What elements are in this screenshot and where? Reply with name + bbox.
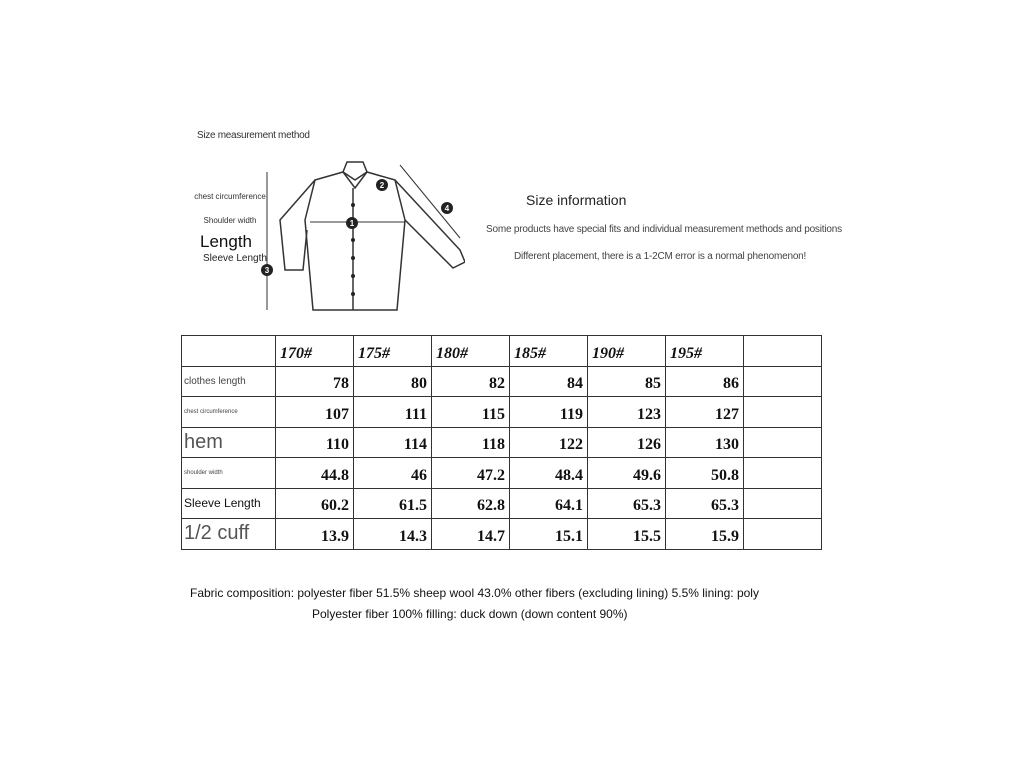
fabric-composition-line2: Polyester fiber 100% filling: duck down (down content 90%) xyxy=(312,607,628,621)
table-row xyxy=(182,519,822,550)
value-cell: 47.2 xyxy=(432,458,510,489)
value-cell: 111 xyxy=(354,397,432,428)
empty-cell xyxy=(744,336,822,367)
legend-length: Length xyxy=(200,232,252,251)
right-sleeve xyxy=(395,180,465,268)
table-row xyxy=(182,366,822,397)
value-cell: 80 xyxy=(354,366,432,397)
fabric-composition-line1: Fabric composition: polyester fiber 51.5% sheep wool 43.0% other fibers (excluding lining) 5.5% lining: poly xyxy=(190,586,759,600)
shirt-body-outline xyxy=(305,172,405,310)
header-corner-cell xyxy=(182,336,276,367)
table-row xyxy=(182,488,822,519)
marker-4: 4 xyxy=(444,204,450,213)
row-label: Sleeve Length xyxy=(182,488,276,519)
value-cell: 14.3 xyxy=(354,519,432,550)
empty-cell xyxy=(744,519,822,550)
value-cell: 13.9 xyxy=(276,519,354,550)
legend-chest: chest circumference xyxy=(194,192,266,201)
marker-2: 2 xyxy=(379,181,385,190)
value-cell: 119 xyxy=(510,397,588,428)
left-sleeve xyxy=(280,180,315,270)
shirt-diagram xyxy=(255,150,465,320)
value-cell: 114 xyxy=(354,427,432,458)
size-header: 170# xyxy=(276,336,354,367)
value-cell: 122 xyxy=(510,427,588,458)
value-cell: 48.4 xyxy=(510,458,588,489)
row-label: shoulder width xyxy=(182,458,276,489)
value-cell: 46 xyxy=(354,458,432,489)
row-label: chest circumference xyxy=(182,397,276,428)
value-cell: 15.9 xyxy=(666,519,744,550)
empty-cell xyxy=(744,458,822,489)
empty-cell xyxy=(744,397,822,428)
value-cell: 15.1 xyxy=(510,519,588,550)
value-cell: 62.8 xyxy=(432,488,510,519)
value-cell: 65.3 xyxy=(666,488,744,519)
size-header: 190# xyxy=(588,336,666,367)
empty-cell xyxy=(744,488,822,519)
value-cell: 82 xyxy=(432,366,510,397)
size-info-line2: Different placement, there is a 1-2CM error is a normal phenomenon! xyxy=(514,251,807,262)
value-cell: 64.1 xyxy=(510,488,588,519)
value-cell: 49.6 xyxy=(588,458,666,489)
size-header: 195# xyxy=(666,336,744,367)
row-label: hem xyxy=(182,427,276,458)
size-info-line1: Some products have special fits and individual measurement methods and positions xyxy=(486,224,842,235)
size-header: 185# xyxy=(510,336,588,367)
size-header: 180# xyxy=(432,336,510,367)
row-label: 1/2 cuff xyxy=(182,519,276,550)
value-cell: 60.2 xyxy=(276,488,354,519)
value-cell: 118 xyxy=(432,427,510,458)
value-cell: 126 xyxy=(588,427,666,458)
marker-3: 3 xyxy=(264,266,270,275)
value-cell: 123 xyxy=(588,397,666,428)
value-cell: 15.5 xyxy=(588,519,666,550)
value-cell: 110 xyxy=(276,427,354,458)
value-cell: 84 xyxy=(510,366,588,397)
value-cell: 85 xyxy=(588,366,666,397)
empty-cell xyxy=(744,427,822,458)
table-row xyxy=(182,458,822,489)
value-cell: 86 xyxy=(666,366,744,397)
legend-shoulder: Shoulder width xyxy=(203,216,257,225)
value-cell: 107 xyxy=(276,397,354,428)
value-cell: 61.5 xyxy=(354,488,432,519)
measurement-method-title: Size measurement method xyxy=(197,130,310,141)
value-cell: 14.7 xyxy=(432,519,510,550)
empty-cell xyxy=(744,366,822,397)
size-info-title: Size information xyxy=(526,192,627,208)
size-table xyxy=(181,335,822,550)
table-header-row xyxy=(182,336,822,367)
table-row xyxy=(182,427,822,458)
table-row xyxy=(182,397,822,428)
value-cell: 78 xyxy=(276,366,354,397)
value-cell: 50.8 xyxy=(666,458,744,489)
marker-1: 1 xyxy=(349,219,355,228)
value-cell: 130 xyxy=(666,427,744,458)
value-cell: 127 xyxy=(666,397,744,428)
value-cell: 65.3 xyxy=(588,488,666,519)
size-header: 175# xyxy=(354,336,432,367)
value-cell: 44.8 xyxy=(276,458,354,489)
value-cell: 115 xyxy=(432,397,510,428)
legend-sleeve: Sleeve Length xyxy=(203,253,267,264)
row-label: clothes length xyxy=(182,366,276,397)
